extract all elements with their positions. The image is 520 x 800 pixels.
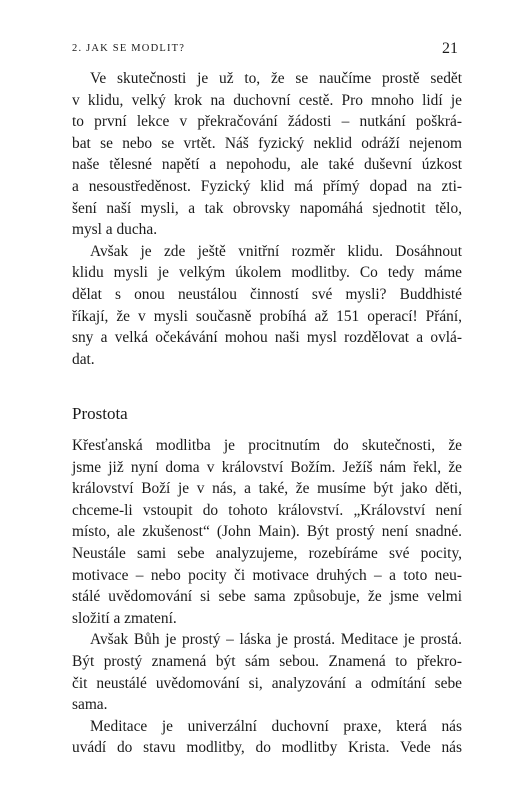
page-number: 21 xyxy=(442,40,458,57)
text-line: Meditace je univerzální duchovní praxe, která nás xyxy=(90,717,462,735)
text-line: Avšak je zde ještě vnitřní rozměr klidu. Dosáhnout xyxy=(90,242,462,260)
text-line: sny a velká očekávání mohou naši mysl rozdělovat a ovlá- xyxy=(72,329,462,347)
text-line: chceme-li vstoupit do tohoto království. „Království není xyxy=(72,501,462,519)
text-line: bat se nebo se vrtět. Náš fyzický neklid odráží nejenom xyxy=(72,134,462,152)
text-line: v klidu, velký krok na duchovní cestě. Pro mnoho lidí je xyxy=(72,91,462,109)
text-line: Křesťanská modlitba je procitnutím do skutečnosti, že xyxy=(72,437,462,455)
paragraph-2 xyxy=(72,241,462,371)
paragraph-3 xyxy=(72,435,462,629)
section-gap xyxy=(72,392,462,403)
paragraph-1 xyxy=(72,68,462,241)
text-line: Avšak Bůh je prostý – láska je prostá. Meditace je prostá. xyxy=(90,631,462,649)
text-line: dělat s onou neustálou činností své mysli? Buddhisté xyxy=(72,285,462,303)
text-line: motivace – nebo pocity či motivace druhých – a toto neu- xyxy=(72,566,462,584)
text-line: království Boží je v nás, a také, že musíme být jako děti, xyxy=(72,480,462,498)
running-head: 2. JAK SE MODLIT? xyxy=(72,43,186,54)
paragraph-4 xyxy=(72,629,462,715)
text-line: složití a zmatení. xyxy=(72,609,177,627)
text-line: mysl a ducha. xyxy=(72,221,158,239)
text-line: naše tělesné napětí a nepohodu, ale také duševní úzkost xyxy=(72,156,462,174)
text-line: sama. xyxy=(72,696,108,714)
text-line: čit neustálé uvědomování si, analyzování a odmítání sebe xyxy=(72,674,462,692)
text-line: jsme již nyní doma v království Božím. Ježíš nám řekl, že xyxy=(72,458,462,476)
text-line: místo, ale zkušenost“ (John Main). Být prostý není snadné. xyxy=(72,523,462,541)
text-line: klidu mysli je velkým úkolem modlitby. Co tedy máme xyxy=(72,264,462,282)
text-line: Ve skutečnosti je už to, že se naučíme prostě sedět xyxy=(90,70,462,87)
text-line: stálé uvědomování si sebe sama způsobuje, že jsme velmi xyxy=(72,588,462,606)
text-line: uvádí do stavu modlitby, do modlitby Krista. Vede nás xyxy=(72,739,462,757)
section-gap xyxy=(72,370,462,392)
body-text xyxy=(72,68,462,759)
section-gap xyxy=(72,424,462,435)
text-line: a nesoustředěnost. Fyzický klid má přímý dopad na zti- xyxy=(72,177,462,195)
text-line: říkají, že v mysli současně probíhá až 151 operací! Přání, xyxy=(72,307,462,325)
text-line: to první lekce v překračování žádosti – nutkání poškrá- xyxy=(72,113,462,131)
text-line: Být prostý znamená být sám sebou. Znamená to překro- xyxy=(72,653,462,671)
text-line: šení naší mysli, a tak obrovsky napomáhá sjednotit tělo, xyxy=(72,199,462,217)
paragraph-5 xyxy=(72,716,462,759)
text-line: Neustále sami sebe analyzujeme, rozebíráme své pocity, xyxy=(72,545,462,563)
section-heading: Prostota xyxy=(72,403,128,423)
text-line: dat. xyxy=(72,350,95,368)
